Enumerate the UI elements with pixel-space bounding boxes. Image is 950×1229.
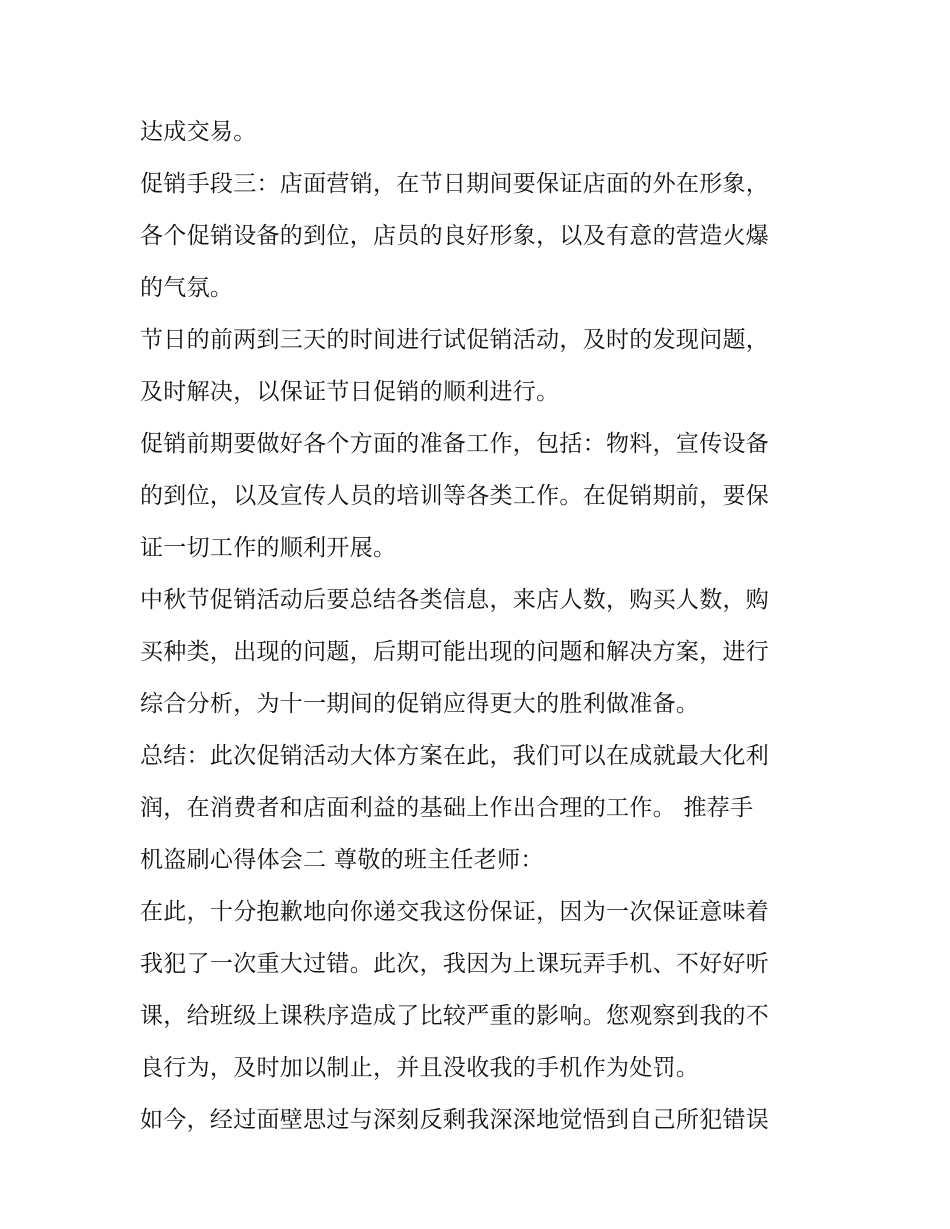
text-line: 节日的前两到三天的时间进行试促销活动，及时的发现问题，	[140, 327, 770, 353]
text-line: 综合分析，为十一期间的促销应得更大的胜利做准备。	[140, 691, 700, 717]
document-body	[140, 106, 815, 1146]
text-line: 机盗刷心得体会二 尊敬的班主任老师：	[140, 847, 544, 873]
text-line: 如今，经过面壁思过与深刻反剩我深深地觉悟到自己所犯错误	[140, 1107, 770, 1133]
text-line: 买种类，出现的问题，后期可能出现的问题和解决方案，进行	[140, 639, 770, 665]
text-line: 良行为，及时加以制止，并且没收我的手机作为处罚。	[140, 1055, 700, 1081]
text-line: 润，在消费者和店面利益的基础上作出合理的工作。 推荐手	[140, 795, 754, 821]
text-line: 及时解决，以保证节日促销的顺利进行。	[140, 379, 560, 405]
text-line: 课，给班级上课秩序造成了比较严重的影响。您观察到我的不	[140, 1003, 770, 1029]
text-line: 总结：此次促销活动大体方案在此，我们可以在成就最大化利	[140, 743, 770, 769]
text-line: 促销前期要做好各个方面的准备工作，包括：物料，宣传设备	[140, 431, 770, 457]
text-line: 的气氛。	[140, 275, 234, 301]
text-line: 证一切工作的顺利开展。	[140, 535, 397, 561]
text-line: 各个促销设备的到位，店员的良好形象，以及有意的营造火爆	[140, 223, 770, 249]
text-line: 在此，十分抱歉地向你递交我这份保证，因为一次保证意味着	[140, 899, 770, 925]
text-line: 中秋节促销活动后要总结各类信息，来店人数，购买人数，购	[140, 587, 770, 613]
text-line: 的到位，以及宣传人员的培训等各类工作。在促销期前，要保	[140, 483, 770, 509]
text-line: 达成交易。	[140, 119, 257, 145]
text-line: 我犯了一次重大过错。此次，我因为上课玩弄手机、不好好听	[140, 951, 770, 977]
text-line: 促销手段三：店面营销，在节日期间要保证店面的外在形象，	[140, 171, 770, 197]
